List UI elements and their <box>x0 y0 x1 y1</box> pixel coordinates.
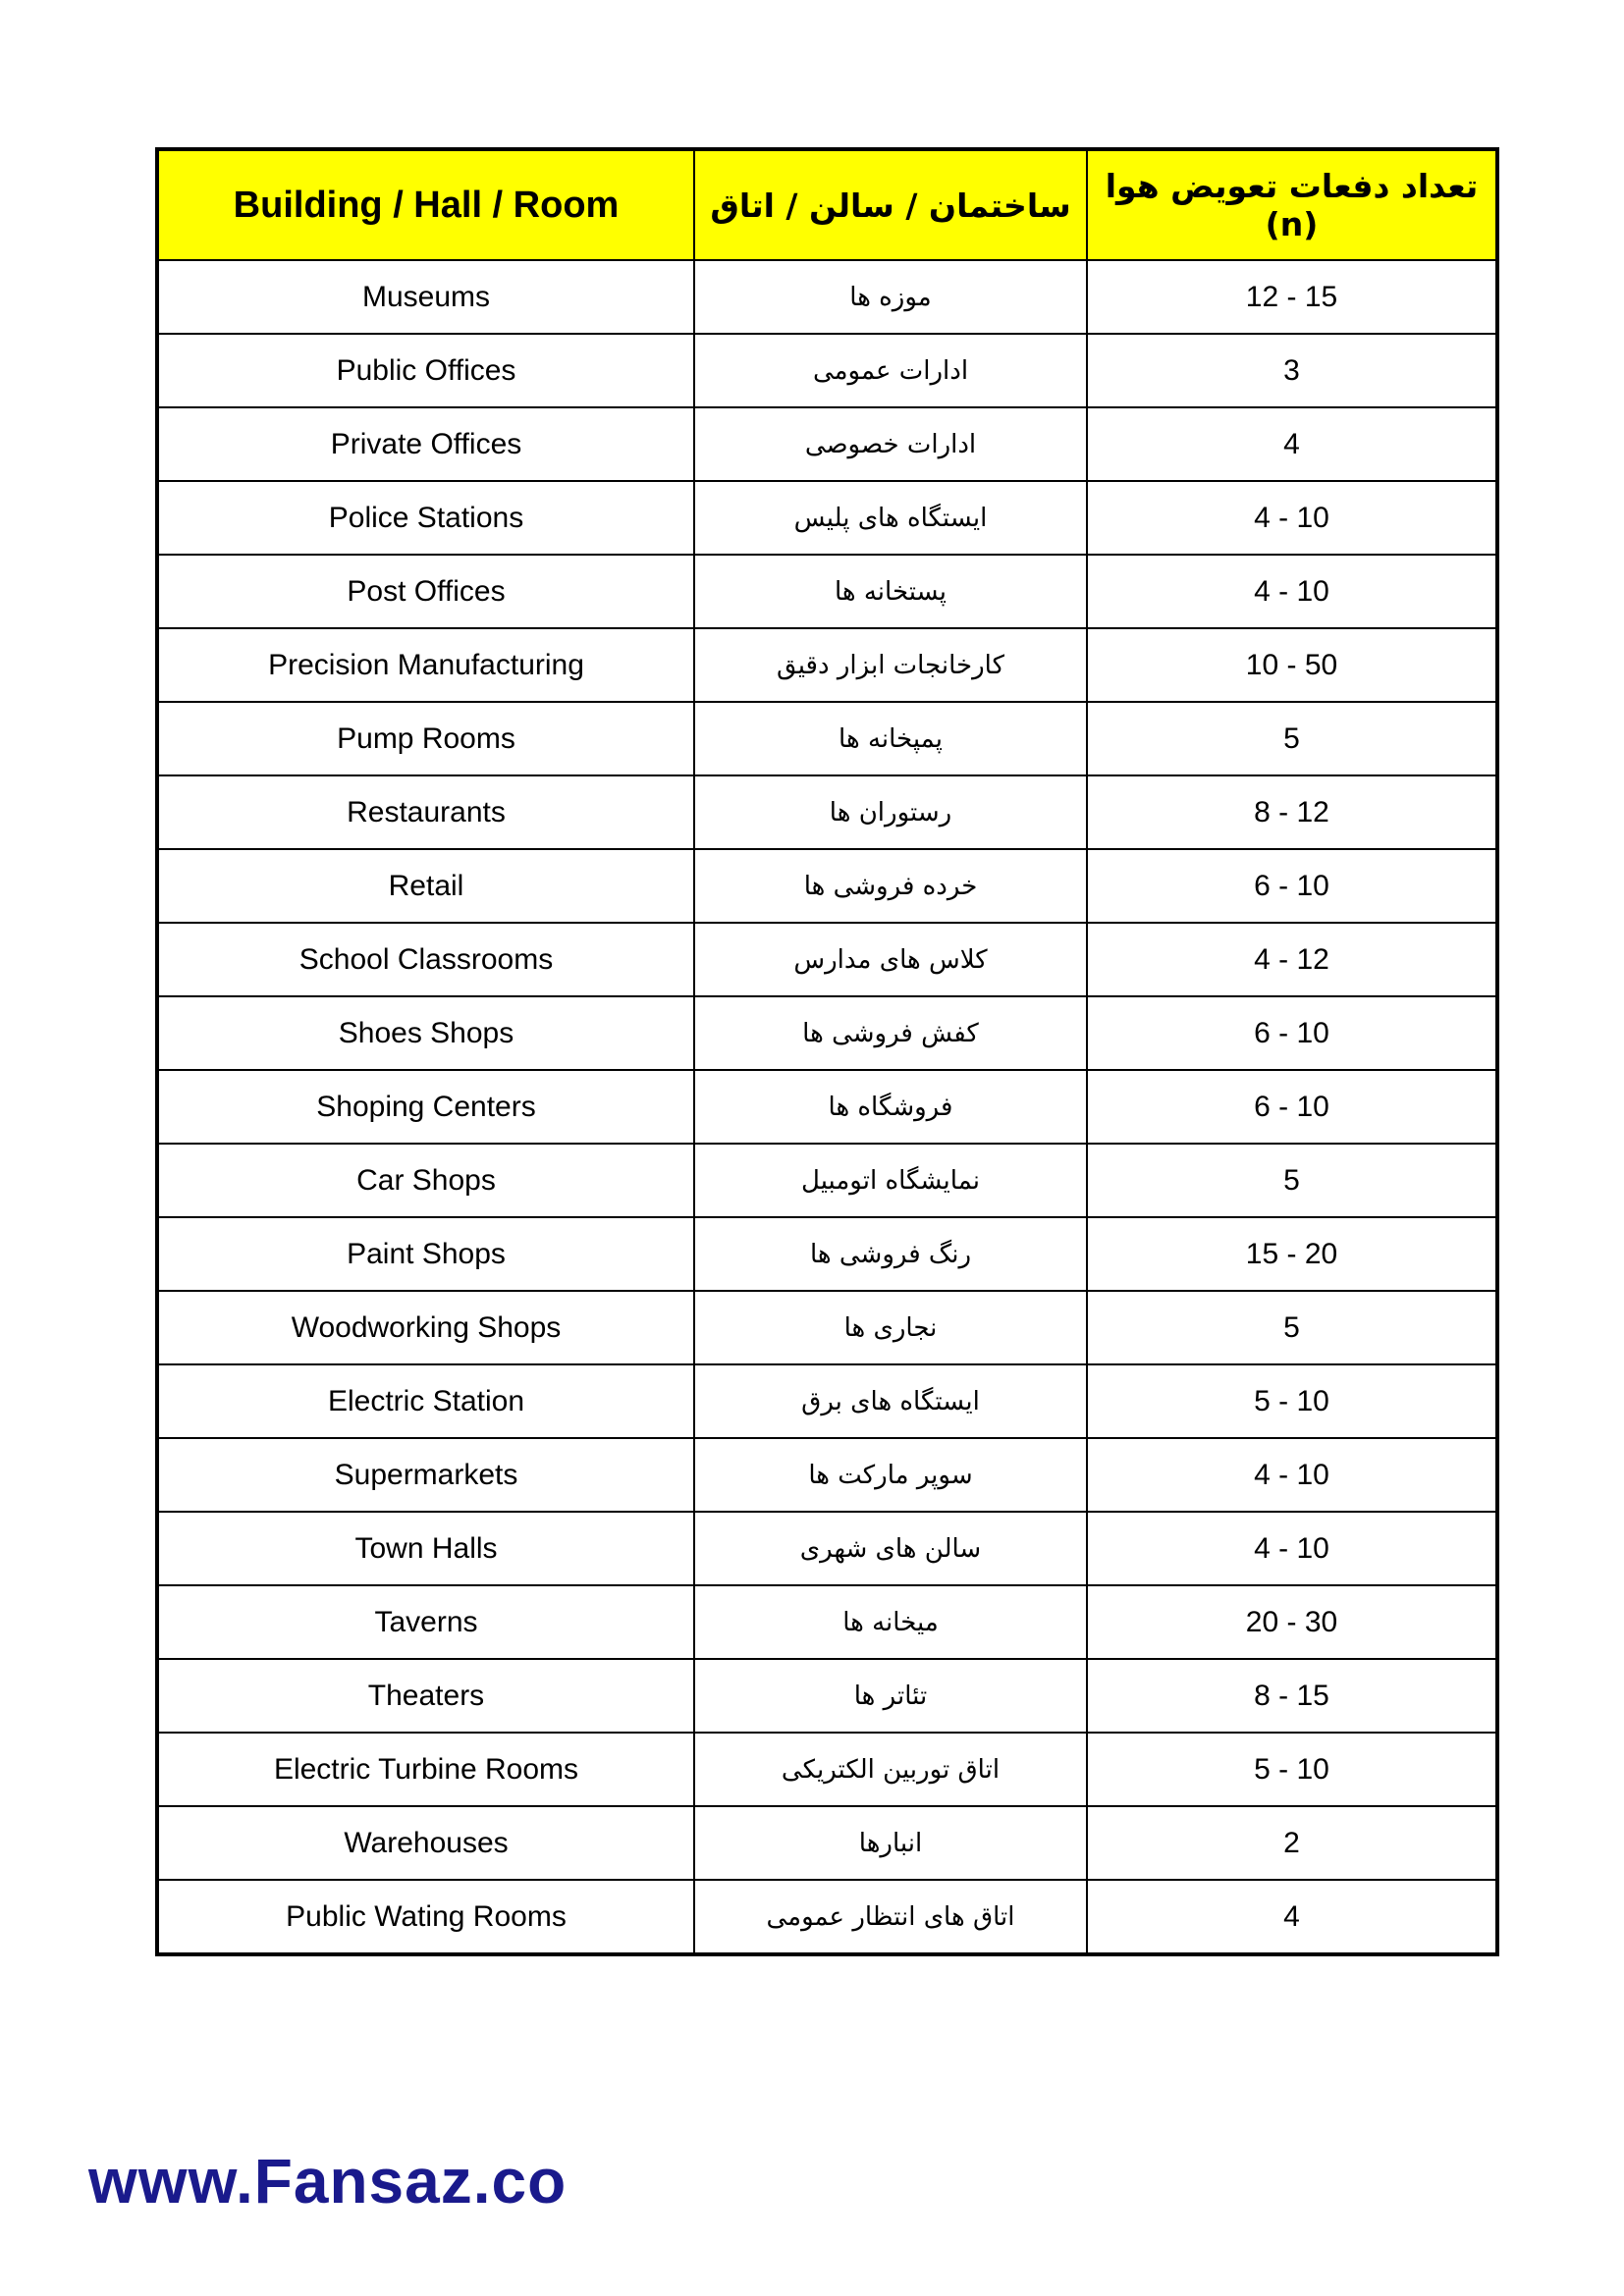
building-en-cell: School Classrooms <box>157 923 694 996</box>
building-fa-cell: تئاتر ها <box>694 1659 1087 1733</box>
table-row <box>157 334 1497 407</box>
air-changes-cell: 5 <box>1087 702 1497 775</box>
building-en-cell: Pump Rooms <box>157 702 694 775</box>
air-changes-cell: 5 - 10 <box>1087 1364 1497 1438</box>
air-changes-cell: 4 - 10 <box>1087 1438 1497 1512</box>
air-change-table-container <box>155 147 1495 1956</box>
table-row <box>157 923 1497 996</box>
building-fa-cell: رستوران ها <box>694 775 1087 849</box>
header-building-fa: ساختمان / سالن / اتاق <box>694 149 1087 260</box>
building-fa-cell: خرده فروشی ها <box>694 849 1087 923</box>
building-fa-cell: پمپخانه ها <box>694 702 1087 775</box>
building-fa-cell: نمایشگاه اتومبیل <box>694 1144 1087 1217</box>
building-en-cell: Restaurants <box>157 775 694 849</box>
table-row <box>157 1217 1497 1291</box>
table-header-row <box>157 149 1497 260</box>
table-row <box>157 260 1497 334</box>
table-row <box>157 702 1497 775</box>
building-en-cell: Precision Manufacturing <box>157 628 694 702</box>
air-changes-cell: 4 - 10 <box>1087 1512 1497 1585</box>
table-row <box>157 1364 1497 1438</box>
building-fa-cell: فروشگاه ها <box>694 1070 1087 1144</box>
building-en-cell: Shoping Centers <box>157 1070 694 1144</box>
table-row <box>157 1070 1497 1144</box>
building-en-cell: Warehouses <box>157 1806 694 1880</box>
building-en-cell: Electric Station <box>157 1364 694 1438</box>
air-changes-cell: 2 <box>1087 1806 1497 1880</box>
building-fa-cell: ایستگاه های برق <box>694 1364 1087 1438</box>
building-en-cell: Museums <box>157 260 694 334</box>
building-en-cell: Police Stations <box>157 481 694 555</box>
building-fa-cell: اتاق های انتظار عمومی <box>694 1880 1087 1954</box>
air-changes-cell: 8 - 15 <box>1087 1659 1497 1733</box>
building-fa-cell: کلاس های مدارس <box>694 923 1087 996</box>
table-row <box>157 1806 1497 1880</box>
building-en-cell: Private Offices <box>157 407 694 481</box>
table-row <box>157 1144 1497 1217</box>
building-en-cell: Theaters <box>157 1659 694 1733</box>
table-row <box>157 1880 1497 1954</box>
building-en-cell: Paint Shops <box>157 1217 694 1291</box>
building-en-cell: Public Offices <box>157 334 694 407</box>
building-fa-cell: نجاری ها <box>694 1291 1087 1364</box>
air-changes-cell: 6 - 10 <box>1087 1070 1497 1144</box>
air-changes-cell: 12 - 15 <box>1087 260 1497 334</box>
building-fa-cell: کفش فروشی ها <box>694 996 1087 1070</box>
building-fa-cell: اتاق توربین الکتریکی <box>694 1733 1087 1806</box>
building-en-cell: Woodworking Shops <box>157 1291 694 1364</box>
building-fa-cell: پستخانه ها <box>694 555 1087 628</box>
air-changes-cell: 8 - 12 <box>1087 775 1497 849</box>
table-row <box>157 849 1497 923</box>
table-row <box>157 775 1497 849</box>
air-changes-cell: 4 - 10 <box>1087 481 1497 555</box>
air-changes-cell: 5 - 10 <box>1087 1733 1497 1806</box>
air-changes-cell: 5 <box>1087 1291 1497 1364</box>
building-fa-cell: انبارها <box>694 1806 1087 1880</box>
air-changes-cell: 6 - 10 <box>1087 996 1497 1070</box>
table-row <box>157 1585 1497 1659</box>
building-fa-cell: ایستگاه های پلیس <box>694 481 1087 555</box>
building-en-cell: Car Shops <box>157 1144 694 1217</box>
building-en-cell: Shoes Shops <box>157 996 694 1070</box>
table-row <box>157 1659 1497 1733</box>
air-changes-cell: 4 - 12 <box>1087 923 1497 996</box>
table-row <box>157 481 1497 555</box>
air-changes-cell: 4 <box>1087 1880 1497 1954</box>
table-row <box>157 1291 1497 1364</box>
table-row <box>157 555 1497 628</box>
header-building-en: Building / Hall / Room <box>157 149 694 260</box>
building-en-cell: Retail <box>157 849 694 923</box>
air-changes-cell: 10 - 50 <box>1087 628 1497 702</box>
building-fa-cell: ادارات عمومی <box>694 334 1087 407</box>
air-changes-cell: 6 - 10 <box>1087 849 1497 923</box>
building-fa-cell: کارخانجات ابزار دقیق <box>694 628 1087 702</box>
air-changes-cell: 4 <box>1087 407 1497 481</box>
building-fa-cell: سوپر مارکت ها <box>694 1438 1087 1512</box>
table-row <box>157 628 1497 702</box>
building-en-cell: Town Halls <box>157 1512 694 1585</box>
building-fa-cell: رنگ فروشی ها <box>694 1217 1087 1291</box>
building-fa-cell: سالن های شهری <box>694 1512 1087 1585</box>
table-row <box>157 1733 1497 1806</box>
air-changes-cell: 20 - 30 <box>1087 1585 1497 1659</box>
air-changes-cell: 4 - 10 <box>1087 555 1497 628</box>
building-en-cell: Taverns <box>157 1585 694 1659</box>
table-row <box>157 1512 1497 1585</box>
table-body <box>157 260 1497 1954</box>
header-air-changes: تعداد دفعات تعویض هوا (n) <box>1087 149 1497 260</box>
building-fa-cell: موزه ها <box>694 260 1087 334</box>
building-fa-cell: میخانه ها <box>694 1585 1087 1659</box>
building-en-cell: Public Wating Rooms <box>157 1880 694 1954</box>
air-changes-cell: 3 <box>1087 334 1497 407</box>
table-row <box>157 407 1497 481</box>
table-row <box>157 1438 1497 1512</box>
building-en-cell: Supermarkets <box>157 1438 694 1512</box>
air-changes-cell: 5 <box>1087 1144 1497 1217</box>
table-row <box>157 996 1497 1070</box>
building-en-cell: Post Offices <box>157 555 694 628</box>
air-changes-cell: 15 - 20 <box>1087 1217 1497 1291</box>
website-url[interactable]: www.Fansaz.co <box>88 2146 568 2216</box>
building-en-cell: Electric Turbine Rooms <box>157 1733 694 1806</box>
air-change-table <box>155 147 1499 1956</box>
building-fa-cell: ادارات خصوصی <box>694 407 1087 481</box>
